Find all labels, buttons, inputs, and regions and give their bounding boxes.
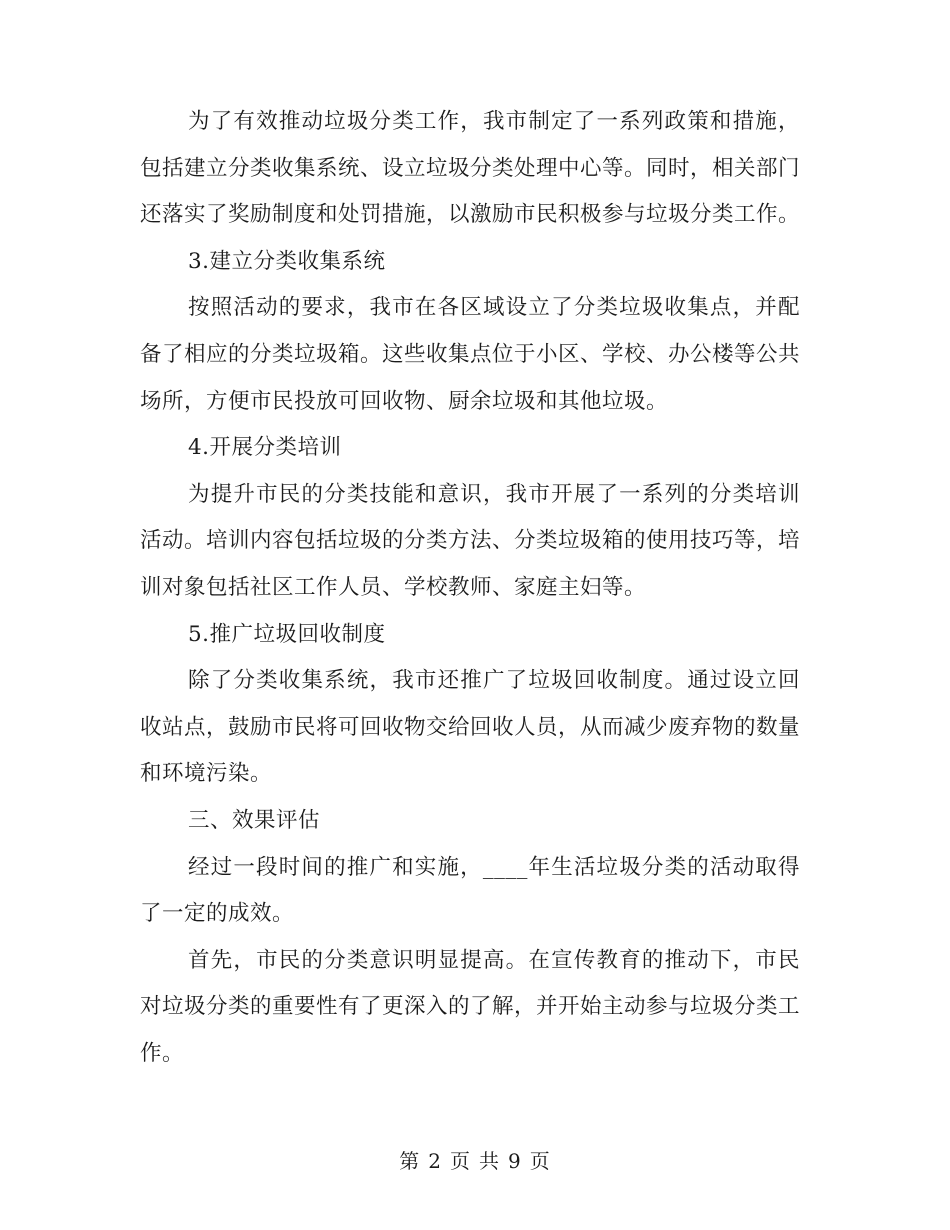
body-paragraph: 为提升市民的分类技能和意识，我市开展了一系列的分类培训活动。培训内容包括垃圾的分类方法、分类垃圾箱的使用技巧等，培训对象包括社区工作人员、学校教师、家庭主妇等。 xyxy=(140,481,801,600)
page-footer xyxy=(0,1146,950,1176)
section-heading: 3.建立分类收集系统 xyxy=(188,248,386,274)
chapter-heading: 三、效果评估 xyxy=(188,807,321,833)
body-paragraph: 为了有效推动垃圾分类工作，我市制定了一系列政策和措施，包括建立分类收集系统、设立垃圾分类处理中心等。同时，相关部门还落实了奖励制度和处罚措施，以激励市民积极参与垃圾分类工作。 xyxy=(140,109,801,228)
footer-page-label: 页 xyxy=(450,1149,471,1173)
body-paragraph: 除了分类收集系统，我市还推广了垃圾回收制度。通过设立回收站点，鼓励市民将可回收物交给回收人员，从而减少废弃物的数量和环境污染。 xyxy=(140,668,801,787)
body-paragraph: 经过一段时间的推广和实施，____年生活垃圾分类的活动取得了一定的成效。 xyxy=(140,854,800,927)
footer-suffix: 页 xyxy=(529,1149,551,1173)
body-paragraph: 首先，市民的分类意识明显提高。在宣传教育的推动下，市民对垃圾分类的重要性有了更深入的了解，并开始主动参与垃圾分类工作。 xyxy=(140,947,801,1066)
footer-prefix: 第 xyxy=(399,1149,421,1173)
body-paragraph: 按照活动的要求，我市在各区域设立了分类垃圾收集点，并配备了相应的分类垃圾箱。这些收集点位于小区、学校、办公楼等公共场所，方便市民投放可回收物、厨余垃圾和其他垃圾。 xyxy=(140,295,801,414)
document-body xyxy=(140,99,800,1077)
current-page-number: 2 xyxy=(428,1149,442,1173)
section-heading: 4.开展分类培训 xyxy=(188,435,342,461)
section-heading: 5.推广垃圾回收制度 xyxy=(188,621,386,647)
total-pages-number: 9 xyxy=(508,1149,522,1173)
footer-total-label: 共 xyxy=(479,1149,500,1173)
